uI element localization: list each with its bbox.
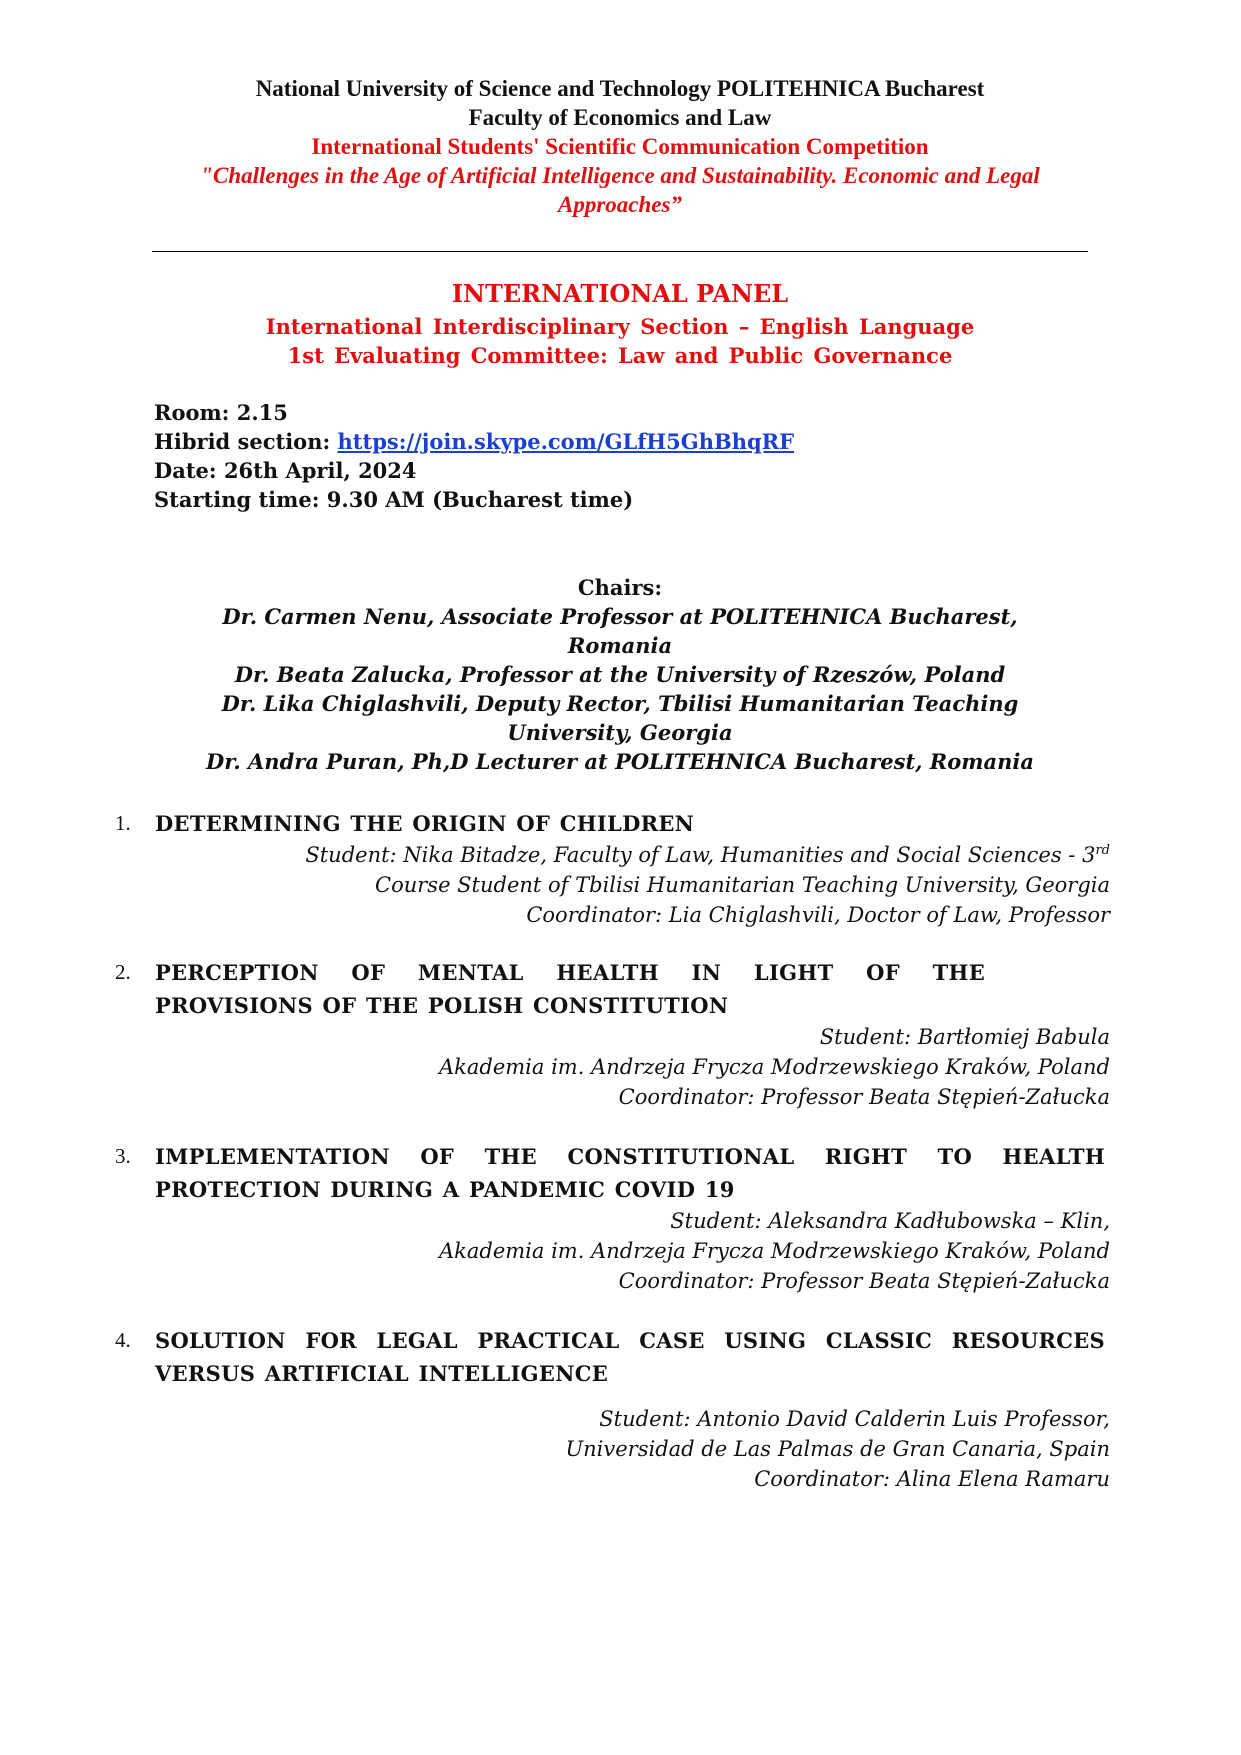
- ordinal-suffix: rd: [1095, 843, 1110, 858]
- competition-name: International Students' Scientific Communication Competition: [311, 134, 929, 159]
- student-line: Student: Bartłomiej Babula: [819, 1025, 1110, 1049]
- presentation-item: [110, 1324, 1120, 1494]
- affiliation-line: Course Student of Tbilisi Humanitarian Teaching University, Georgia: [375, 873, 1110, 897]
- faculty-name: Faculty of Economics and Law: [468, 105, 772, 130]
- presentation-list: [110, 807, 1120, 1494]
- affiliation-line: Universidad de Las Palmas de Gran Canaria, Spain: [565, 1437, 1110, 1461]
- student-line: Student: Antonio David Calderin Luis Professor,: [599, 1407, 1110, 1431]
- competition-theme-line-2: Approaches”: [558, 192, 682, 217]
- room-info: Room: 2.15: [154, 400, 288, 425]
- chairs-label: Chairs:: [577, 575, 663, 600]
- student-text: Student: Nika Bitadze, Faculty of Law, Humanities and Social Sciences - 3: [305, 843, 1096, 867]
- presentation-title: IMPLEMENTATION OF THE CONSTITUTIONAL RIGHT TO HEALTH PROTECTION DURING A PANDEMIC COVID 19: [155, 1144, 1105, 1202]
- university-name: National University of Science and Technology POLITEHNICA Bucharest: [255, 76, 985, 101]
- chair-line: University, Georgia: [507, 720, 733, 745]
- skype-link[interactable]: https://join.skype.com/GLfH5GhBhqRF: [337, 429, 795, 454]
- chair-line: Dr. Carmen Nenu, Associate Professor at POLITEHNICA Bucharest,: [222, 604, 1018, 629]
- coordinator-line: Coordinator: Professor Beata Stępień-Załucka: [618, 1085, 1110, 1109]
- affiliation-line: Akademia im. Andrzeja Frycza Modrzewskiego Kraków, Poland: [438, 1239, 1110, 1263]
- panel-heading: [150, 278, 1090, 370]
- document-header: [150, 74, 1090, 219]
- coordinator-line: Coordinator: Professor Beata Stępień-Załucka: [618, 1269, 1110, 1293]
- presentation-details: [155, 1404, 1110, 1494]
- affiliation-line: Akademia im. Andrzeja Frycza Modrzewskiego Kraków, Poland: [438, 1055, 1110, 1079]
- student-line: Student: Aleksandra Kadłubowska – Klin,: [670, 1209, 1110, 1233]
- session-info: [154, 398, 1054, 514]
- presentation-title: DETERMINING THE ORIGIN OF CHILDREN: [155, 811, 695, 836]
- presentation-details: [155, 1206, 1110, 1296]
- hybrid-label: Hibrid section:: [154, 429, 338, 454]
- chair-line: Dr. Beata Zalucka, Professor at the University of Rzeszów, Poland: [234, 662, 1006, 687]
- item-number: 2.: [115, 960, 131, 984]
- presentation-title: SOLUTION FOR LEGAL PRACTICAL CASE USING CLASSIC RESOURCES VERSUS ARTIFICIAL INTELLIGENCE: [155, 1328, 1105, 1386]
- presentation-title: PERCEPTION OF MENTAL HEALTH IN LIGHT OF THE PROVISIONS OF THE POLISH CONSTITUTION: [155, 960, 985, 1018]
- presentation-item: [110, 807, 1120, 930]
- coordinator-line: Coordinator: Lia Chiglashvili, Doctor of Law, Professor: [526, 903, 1110, 927]
- competition-theme-line-1: "Challenges in the Age of Artificial Intelligence and Sustainability. Economic and Legal: [200, 163, 1040, 188]
- item-number: 4.: [115, 1328, 131, 1352]
- presentation-details: [155, 840, 1110, 930]
- date-info: Date: 26th April, 2024: [154, 458, 417, 483]
- presentation-item: [110, 1140, 1120, 1296]
- item-number: 3.: [115, 1144, 131, 1168]
- presentation-item: [110, 956, 1120, 1112]
- committee-name: 1st Evaluating Committee: Law and Public Governance: [287, 343, 953, 368]
- item-number: 1.: [115, 811, 131, 835]
- header-divider: [152, 251, 1088, 252]
- coordinator-line: Coordinator: Alina Elena Ramaru: [754, 1467, 1110, 1491]
- section-name: International Interdisciplinary Section – English Language: [265, 314, 975, 339]
- chair-line: Romania: [567, 633, 673, 658]
- start-time-info: Starting time: 9.30 AM (Bucharest time): [154, 487, 634, 512]
- panel-title: INTERNATIONAL PANEL: [451, 279, 789, 308]
- student-line: [155, 840, 1110, 870]
- chair-line: Dr. Andra Puran, Ph,D Lecturer at POLITEHNICA Bucharest, Romania: [206, 749, 1034, 774]
- hybrid-info: [154, 427, 1054, 456]
- chairs-block: [150, 573, 1090, 776]
- chair-line: Dr. Lika Chiglashvili, Deputy Rector, Tbilisi Humanitarian Teaching: [221, 691, 1019, 716]
- presentation-details: [155, 1022, 1110, 1112]
